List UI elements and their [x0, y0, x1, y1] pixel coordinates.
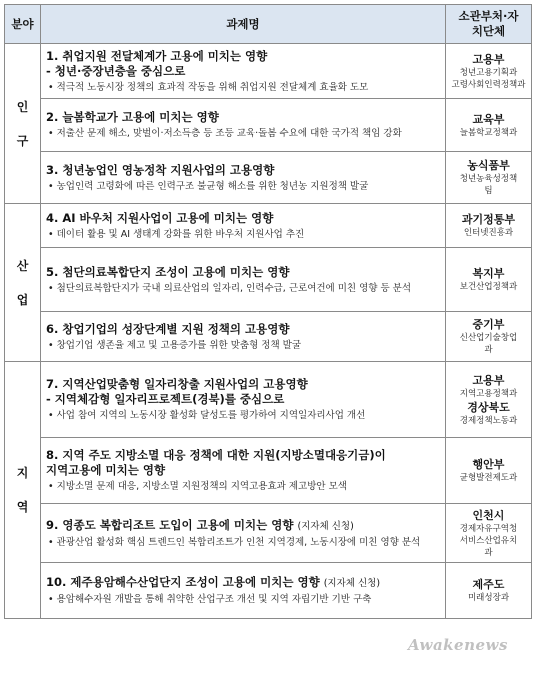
- agency-cell: [446, 312, 532, 362]
- task-title: 3. 청년농업인 영농정착 지원사업의 고용영향: [46, 162, 275, 177]
- task-title: 6. 창업기업의 성장단계별 지원 정책의 고용영향: [46, 321, 290, 336]
- table-row: [5, 362, 532, 438]
- task-note: (지자체 신청): [323, 578, 381, 589]
- agency-sub: 청년농육성정책 팀: [459, 174, 518, 196]
- task-cell: [41, 152, 446, 204]
- task-cell: [41, 312, 446, 362]
- agency-sub: 보건산업정책과: [459, 282, 518, 292]
- table-row: [5, 152, 532, 204]
- task-desc: • 적극적 노동시장 정책의 효과적 작동을 위해 취업지원 전달체계 효율화 도모: [46, 81, 441, 94]
- agency-main: 교육부: [472, 112, 505, 126]
- agency-sub: 늘봄학교정책과: [459, 127, 518, 138]
- task-cell: [41, 248, 446, 312]
- agency-main-secondary: 경상북도: [467, 400, 510, 414]
- task-cell: [41, 438, 446, 504]
- task-title: 8. 지역 주도 지방소멸 대응 정책에 대한 지원(지방소멸대응기금)이 지역고용에 미치는 영향: [46, 448, 386, 477]
- agency-cell: [446, 563, 532, 619]
- agency-main: 농식품부: [467, 159, 510, 172]
- header-row: [5, 5, 532, 44]
- task-desc: • 용암해수자원 개발을 통해 취약한 산업구조 개선 및 지역 자립기반 기반 구축: [46, 593, 441, 606]
- table-row: [5, 438, 532, 504]
- task-desc: • 저출산 문제 해소, 맞벌이·저소득층 등 조등 교육·돌봄 수요에 대한 국가적 책임 강화: [46, 127, 441, 140]
- agency-cell: [446, 44, 532, 99]
- category-industry: [5, 204, 41, 362]
- task-cell: [41, 563, 446, 619]
- task-desc: • 첨단의료복합단지가 국내 의료산업의 일자리, 인력수급, 근로여건에 미친 영향 등 분석: [46, 282, 441, 295]
- agency-cell: [446, 99, 532, 152]
- agency-sub-secondary: 경제정책노동과: [459, 415, 518, 426]
- task-title: 5. 첨단의료복합단지 조성이 고용에 미치는 영향: [46, 264, 290, 279]
- agency-cell: [446, 438, 532, 504]
- category-label: 산 업: [16, 258, 29, 307]
- agency-main: 행안부: [472, 458, 505, 471]
- agency-sub: 미래성장과: [467, 593, 510, 603]
- task-cell: [41, 504, 446, 563]
- task-title: [46, 518, 441, 534]
- agency-main: 인천시: [472, 508, 505, 522]
- task-title: 4. AI 바우처 지원사업이 고용에 미치는 영향: [46, 210, 274, 225]
- task-title: 2. 늘봄학교가 고용에 미치는 영향: [46, 110, 219, 124]
- task-cell: [41, 362, 446, 438]
- agency-cell: [446, 504, 532, 563]
- task-title-text: 9. 영종도 복합리조트 도입이 고용에 미치는 영향: [46, 517, 294, 532]
- task-title-text: 10. 제주용암해수산업단지 조성이 고용에 미치는 영향: [46, 575, 320, 589]
- table-row: [5, 204, 532, 248]
- category-population: [5, 44, 41, 204]
- task-title: 7. 지역산업맞춤형 일자리창출 지원사업의 고용영향 - 지역체감형 일자리프로젝트(경북)를 중심으로: [46, 377, 308, 406]
- task-desc: • 관광산업 활성화 핵심 트렌드인 복합리조트가 인천 지역경제, 노동시장에 미친 영향 분석: [46, 536, 441, 549]
- category-region: [5, 362, 41, 619]
- agency-main: 중기부: [472, 318, 505, 331]
- table-row: [5, 504, 532, 563]
- header-field: 분야: [5, 5, 41, 44]
- agency-sub: 균형발전제도과: [459, 473, 518, 483]
- task-title: 1. 취업지원 전달체계가 고용에 미치는 영향 - 청년·중장년층을 중심으로: [46, 48, 268, 78]
- agency-main: 고용부: [472, 52, 505, 66]
- agency-cell: [446, 362, 532, 438]
- task-desc: • 농업인력 고령화에 따른 인력구조 불균형 해소를 위한 청년농 지원정책 발굴: [46, 180, 441, 193]
- agency-sub: 청년고용기획과 고령사회인력정책과: [451, 67, 526, 90]
- agency-main: 고용부: [472, 373, 505, 387]
- watermark-logo: Awakenews: [408, 636, 508, 654]
- category-label: 인 구: [16, 99, 29, 148]
- table-row: [5, 248, 532, 312]
- task-desc: • 창업기업 생존율 제고 및 고용증가를 위한 맞춤형 정책 발굴: [46, 339, 441, 352]
- agency-main: 제주도: [472, 578, 505, 591]
- agency-sub: 경제자유구역청 서비스산업유치 과: [459, 523, 518, 558]
- task-desc: • 지방소멸 문제 대응, 지방소멸 지원정책의 지역고용효과 제고방안 모색: [46, 480, 441, 493]
- task-desc: • 데이터 활용 및 AI 생태계 강화를 위한 바우처 지원사업 추진: [46, 228, 441, 241]
- task-desc: • 사업 참여 지역의 노동시장 활성화 달성도를 평가하여 지역일자리사업 개선: [46, 409, 441, 422]
- task-note: (지자체 신청): [297, 520, 354, 532]
- table-row: [5, 44, 532, 99]
- task-cell: [41, 204, 446, 248]
- table-row: [5, 99, 532, 152]
- task-title: [46, 575, 441, 591]
- agency-main: 과기정통부: [461, 213, 516, 226]
- agency-cell: [446, 152, 532, 204]
- agency-cell: [446, 248, 532, 312]
- agency-sub: 지역고용정책과: [459, 388, 518, 399]
- category-label: 지 역: [16, 466, 29, 514]
- policy-task-table: [4, 4, 532, 619]
- agency-main: 복지부: [472, 267, 505, 280]
- task-cell: [41, 44, 446, 99]
- agency-sub: 인터넷진흥과: [463, 228, 514, 238]
- header-agency: 소관부처·자 치단체: [446, 5, 532, 44]
- agency-cell: [446, 204, 532, 248]
- table-row: [5, 563, 532, 619]
- task-cell: [41, 99, 446, 152]
- agency-sub: 신산업기술창업 과: [459, 333, 518, 355]
- header-task: 과제명: [41, 5, 446, 44]
- table-row: [5, 312, 532, 362]
